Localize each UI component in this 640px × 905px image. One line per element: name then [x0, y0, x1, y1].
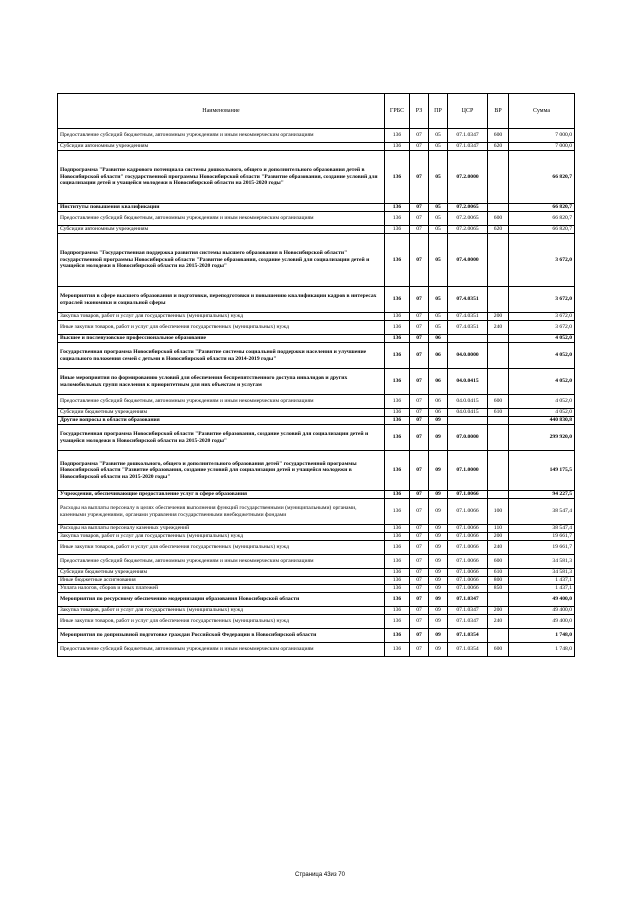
cell-sum: 38 547,4	[509, 499, 575, 525]
cell-pr: 05	[429, 212, 448, 226]
cell-rz: 07	[410, 499, 429, 525]
cell-grbs: 136	[385, 143, 410, 151]
cell-sum: 3 672,0	[509, 287, 575, 313]
cell-csr	[448, 417, 488, 425]
cell-sum: 34 581,3	[509, 555, 575, 569]
table-row	[58, 607, 575, 615]
table-row	[58, 585, 575, 593]
cell-pr: 09	[429, 555, 448, 569]
cell-rz: 07	[410, 335, 429, 343]
cell-grbs: 136	[385, 585, 410, 593]
table-row	[58, 343, 575, 369]
cell-csr: 07.2.0000	[448, 151, 488, 204]
cell-vr: 200	[488, 607, 509, 615]
cell-pr: 09	[429, 607, 448, 615]
cell-vr: 800	[488, 577, 509, 585]
cell-grbs: 136	[385, 569, 410, 577]
cell-vr: 600	[488, 212, 509, 226]
cell-sum: 49 400,0	[509, 593, 575, 607]
header-csr: ЦСР	[448, 94, 488, 129]
cell-sum: 66 820,7	[509, 151, 575, 204]
header-rz: РЗ	[410, 94, 429, 129]
cell-grbs: 136	[385, 212, 410, 226]
cell-pr: 05	[429, 313, 448, 321]
cell-vr: 610	[488, 409, 509, 417]
cell-rz: 07	[410, 321, 429, 335]
cell-grbs: 136	[385, 409, 410, 417]
cell-pr: 09	[429, 615, 448, 629]
cell-vr	[488, 491, 509, 499]
cell-rz: 07	[410, 129, 429, 143]
header-grbs: ГРБС	[385, 94, 410, 129]
cell-rz: 07	[410, 409, 429, 417]
cell-vr: 600	[488, 395, 509, 409]
cell-name: Расходы на выплаты персоналу в целях обеспечения выполнения функций государственными (муниципальными) органами, казенными учреждениями, органами управления государственными внебюджетными фондами	[58, 499, 385, 525]
cell-pr: 06	[429, 395, 448, 409]
cell-vr: 850	[488, 585, 509, 593]
cell-sum: 19 661,7	[509, 541, 575, 555]
table-row	[58, 451, 575, 491]
table-row	[58, 615, 575, 629]
cell-csr	[448, 335, 488, 343]
cell-pr: 05	[429, 234, 448, 287]
table-row	[58, 151, 575, 204]
cell-csr: 07.1.0066	[448, 541, 488, 555]
cell-vr	[488, 369, 509, 395]
cell-name: Предоставление субсидий бюджетным, автономным учреждениям и иным некоммерческим организациям	[58, 395, 385, 409]
cell-pr: 09	[429, 417, 448, 425]
cell-vr	[488, 335, 509, 343]
cell-grbs: 136	[385, 593, 410, 607]
cell-csr: 07.2.0065	[448, 226, 488, 234]
cell-name: Мероприятия в сфере высшего образования и подготовки, переподготовки и повышению квалификации кадров в интересах отраслей экономики и социальной сферы	[58, 287, 385, 313]
cell-rz: 07	[410, 343, 429, 369]
cell-name: Предоставление субсидий бюджетным, автономным учреждениям и иным некоммерческим организациям	[58, 129, 385, 143]
cell-name: Субсидии автономным учреждениям	[58, 143, 385, 151]
cell-rz: 07	[410, 143, 429, 151]
cell-name: Субсидии автономным учреждениям	[58, 226, 385, 234]
cell-grbs: 136	[385, 369, 410, 395]
cell-pr: 06	[429, 335, 448, 343]
cell-grbs: 136	[385, 577, 410, 585]
cell-csr: 07.1.0066	[448, 577, 488, 585]
table-row	[58, 395, 575, 409]
cell-grbs: 136	[385, 343, 410, 369]
cell-vr: 200	[488, 313, 509, 321]
cell-rz: 07	[410, 491, 429, 499]
table-row	[58, 577, 575, 585]
cell-grbs: 136	[385, 525, 410, 533]
cell-grbs: 136	[385, 395, 410, 409]
cell-name: Субсидии бюджетным учреждениям	[58, 409, 385, 417]
cell-csr: 07.2.0065	[448, 204, 488, 212]
cell-pr: 05	[429, 151, 448, 204]
header-name: Наименование	[58, 94, 385, 129]
cell-vr: 240	[488, 615, 509, 629]
cell-rz: 07	[410, 629, 429, 643]
cell-grbs: 136	[385, 321, 410, 335]
table-row	[58, 569, 575, 577]
header-vr: ВР	[488, 94, 509, 129]
cell-vr: 240	[488, 541, 509, 555]
cell-name: Иные мероприятия по формированию условий для обеспечения беспрепятственного доступа инвалидов и других маломобильных групп населения к приоритетным для них объектам и услугам	[58, 369, 385, 395]
cell-pr: 05	[429, 226, 448, 234]
cell-rz: 07	[410, 451, 429, 491]
cell-pr: 05	[429, 143, 448, 151]
cell-sum: 4 052,0	[509, 409, 575, 417]
cell-csr: 04.0.0415	[448, 395, 488, 409]
cell-csr: 07.1.0066	[448, 533, 488, 541]
cell-csr: 07.1.0000	[448, 451, 488, 491]
cell-csr: 07.1.0347	[448, 593, 488, 607]
cell-pr: 09	[429, 451, 448, 491]
cell-sum: 3 672,0	[509, 313, 575, 321]
cell-rz: 07	[410, 577, 429, 585]
cell-pr: 09	[429, 629, 448, 643]
cell-rz: 07	[410, 643, 429, 657]
cell-rz: 07	[410, 425, 429, 451]
header-pr: ПР	[429, 94, 448, 129]
cell-vr	[488, 593, 509, 607]
cell-rz: 07	[410, 541, 429, 555]
cell-vr	[488, 417, 509, 425]
cell-pr: 09	[429, 499, 448, 525]
cell-vr	[488, 151, 509, 204]
cell-vr: 600	[488, 555, 509, 569]
cell-vr	[488, 204, 509, 212]
cell-name: Уплата налогов, сборов и иных платежей	[58, 585, 385, 593]
cell-csr: 07.2.0065	[448, 212, 488, 226]
cell-vr: 100	[488, 499, 509, 525]
table-row	[58, 226, 575, 234]
cell-grbs: 136	[385, 234, 410, 287]
cell-sum: 1 437,1	[509, 585, 575, 593]
table-row	[58, 425, 575, 451]
cell-csr: 07.1.0066	[448, 585, 488, 593]
cell-vr	[488, 234, 509, 287]
cell-pr: 05	[429, 321, 448, 335]
cell-pr: 06	[429, 343, 448, 369]
table-row	[58, 313, 575, 321]
cell-vr	[488, 343, 509, 369]
cell-name: Государственная программа Новосибирской области "Развитие образования, создание условий для социализации детей и учащейся молодежи в Новосибирской области на 2015-2020 годы"	[58, 425, 385, 451]
cell-name: Иные закупки товаров, работ и услуг для обеспечения государственных (муниципальных) нужд	[58, 615, 385, 629]
cell-csr: 07.1.0347	[448, 607, 488, 615]
cell-name: Подпрограмма "Государственная поддержка развития системы высшего образования в Новосибирской области" государственной программы Новосибирской области "Развитие образования, создание условий для социализации детей и учащейся молодежи в Новосибирской области на 2015-2020 годы"	[58, 234, 385, 287]
cell-sum: 49 400,0	[509, 615, 575, 629]
cell-sum: 49 400,0	[509, 607, 575, 615]
cell-csr: 07.1.0066	[448, 555, 488, 569]
cell-name: Предоставление субсидий бюджетным, автономным учреждениям и иным некоммерческим организациям	[58, 555, 385, 569]
table-row	[58, 234, 575, 287]
table-row	[58, 321, 575, 335]
cell-name: Расходы на выплаты персоналу казенных учреждений	[58, 525, 385, 533]
cell-grbs: 136	[385, 287, 410, 313]
cell-csr: 07.0.0000	[448, 425, 488, 451]
cell-pr: 09	[429, 569, 448, 577]
cell-csr: 07.1.0347	[448, 129, 488, 143]
cell-vr: 610	[488, 569, 509, 577]
cell-csr: 04.0.0415	[448, 409, 488, 417]
header-sum: Сумма	[509, 94, 575, 129]
cell-rz: 07	[410, 287, 429, 313]
cell-csr: 07.1.0354	[448, 643, 488, 657]
cell-pr: 09	[429, 491, 448, 499]
cell-csr: 07.4.0351	[448, 313, 488, 321]
cell-vr	[488, 425, 509, 451]
cell-vr: 240	[488, 321, 509, 335]
cell-rz: 07	[410, 395, 429, 409]
cell-grbs: 136	[385, 615, 410, 629]
cell-pr: 05	[429, 287, 448, 313]
cell-name: Закупка товаров, работ и услуг для государственных (муниципальных) нужд	[58, 607, 385, 615]
cell-grbs: 136	[385, 533, 410, 541]
cell-name: Закупка товаров, работ и услуг для государственных (муниципальных) нужд	[58, 313, 385, 321]
cell-csr: 04.0.0000	[448, 343, 488, 369]
cell-sum: 4 052,0	[509, 369, 575, 395]
cell-grbs: 136	[385, 151, 410, 204]
cell-rz: 07	[410, 615, 429, 629]
cell-sum: 4 052,0	[509, 343, 575, 369]
cell-grbs: 136	[385, 204, 410, 212]
cell-pr: 09	[429, 593, 448, 607]
table-row	[58, 491, 575, 499]
cell-sum: 149 175,5	[509, 451, 575, 491]
cell-sum: 34 581,3	[509, 569, 575, 577]
cell-rz: 07	[410, 313, 429, 321]
cell-csr: 07.1.0066	[448, 499, 488, 525]
cell-name: Предоставление субсидий бюджетным, автономным учреждениям и иным некоммерческим организациям	[58, 212, 385, 226]
cell-grbs: 136	[385, 417, 410, 425]
cell-rz: 07	[410, 585, 429, 593]
cell-grbs: 136	[385, 499, 410, 525]
cell-rz: 07	[410, 151, 429, 204]
cell-name: Другие вопросы в области образования	[58, 417, 385, 425]
cell-sum: 94 227,5	[509, 491, 575, 499]
cell-sum: 1 437,1	[509, 577, 575, 585]
cell-csr: 07.4.0351	[448, 287, 488, 313]
table-row	[58, 409, 575, 417]
table-row	[58, 593, 575, 607]
cell-rz: 07	[410, 212, 429, 226]
page-number: Страница 43из 70	[295, 872, 345, 878]
table-row	[58, 541, 575, 555]
cell-name: Иные закупки товаров, работ и услуг для обеспечения государственных (муниципальных) нужд	[58, 541, 385, 555]
table-row	[58, 629, 575, 643]
cell-sum: 19 661,7	[509, 533, 575, 541]
cell-rz: 07	[410, 533, 429, 541]
cell-vr	[488, 451, 509, 491]
table-row	[58, 287, 575, 313]
cell-vr: 110	[488, 525, 509, 533]
cell-csr: 07.1.0354	[448, 629, 488, 643]
table-row	[58, 212, 575, 226]
table-header-row	[58, 94, 575, 129]
cell-sum: 7 000,0	[509, 129, 575, 143]
budget-table	[57, 93, 575, 657]
table-row	[58, 335, 575, 343]
cell-csr: 07.1.0066	[448, 525, 488, 533]
cell-csr: 04.0.0415	[448, 369, 488, 395]
cell-pr: 09	[429, 577, 448, 585]
cell-name: Иные бюджетные ассигнования	[58, 577, 385, 585]
table-row	[58, 643, 575, 657]
cell-pr: 09	[429, 425, 448, 451]
cell-grbs: 136	[385, 541, 410, 555]
cell-rz: 07	[410, 569, 429, 577]
cell-grbs: 136	[385, 335, 410, 343]
cell-grbs: 136	[385, 129, 410, 143]
cell-rz: 07	[410, 593, 429, 607]
table-row	[58, 369, 575, 395]
cell-vr	[488, 629, 509, 643]
cell-name: Субсидии бюджетным учреждениям	[58, 569, 385, 577]
cell-name: Подпрограмма "Развитие дошкольного, общего и дополнительного образования детей" государственной программы Новосибирской области "Развитие образования, создание условий для социализации детей и учащейся молодежи в Новосибирской области на 2015-2020 годы"	[58, 451, 385, 491]
cell-sum: 38 547,4	[509, 525, 575, 533]
cell-pr: 09	[429, 525, 448, 533]
cell-grbs: 136	[385, 643, 410, 657]
cell-grbs: 136	[385, 555, 410, 569]
cell-csr: 07.4.0351	[448, 321, 488, 335]
cell-pr: 06	[429, 409, 448, 417]
cell-name: Мероприятия по допризывной подготовке граждан Российской Федерации в Новосибирской области	[58, 629, 385, 643]
cell-rz: 07	[410, 234, 429, 287]
table-row	[58, 525, 575, 533]
cell-vr: 600	[488, 643, 509, 657]
cell-rz: 07	[410, 226, 429, 234]
cell-vr: 200	[488, 533, 509, 541]
cell-name: Государственная программа Новосибирской области "Развитие системы социальной поддержки населения и улучшение социального положения семей с детьми в Новосибирской области на 2014-2019 годы"	[58, 343, 385, 369]
cell-grbs: 136	[385, 607, 410, 615]
table-row	[58, 129, 575, 143]
cell-grbs: 136	[385, 425, 410, 451]
cell-grbs: 136	[385, 491, 410, 499]
cell-sum: 66 820,7	[509, 212, 575, 226]
cell-sum: 440 830,8	[509, 417, 575, 425]
table-body	[58, 129, 575, 657]
table-row	[58, 555, 575, 569]
cell-sum: 1 748,0	[509, 643, 575, 657]
cell-pr: 06	[429, 369, 448, 395]
cell-rz: 07	[410, 417, 429, 425]
cell-sum: 7 000,0	[509, 143, 575, 151]
cell-rz: 07	[410, 204, 429, 212]
cell-grbs: 136	[385, 629, 410, 643]
cell-name: Иные закупки товаров, работ и услуг для обеспечения государственных (муниципальных) нужд	[58, 321, 385, 335]
cell-sum: 4 052,0	[509, 335, 575, 343]
cell-sum: 1 748,0	[509, 629, 575, 643]
cell-vr	[488, 287, 509, 313]
cell-vr: 600	[488, 129, 509, 143]
cell-csr: 07.1.0347	[448, 143, 488, 151]
cell-csr: 07.4.0000	[448, 234, 488, 287]
cell-rz: 07	[410, 607, 429, 615]
cell-name: Мероприятия по ресурсному обеспечению модернизации образования Новосибирской области	[58, 593, 385, 607]
cell-name: Закупка товаров, работ и услуг для государственных (муниципальных) нужд	[58, 533, 385, 541]
cell-csr: 07.1.0066	[448, 491, 488, 499]
cell-pr: 09	[429, 533, 448, 541]
cell-name: Учреждения, обеспечивающие предоставление услуг в сфере образования	[58, 491, 385, 499]
cell-csr: 07.1.0066	[448, 569, 488, 577]
cell-pr: 05	[429, 204, 448, 212]
cell-name: Предоставление субсидий бюджетным, автономным учреждениям и иным некоммерческим организациям	[58, 643, 385, 657]
cell-name: Институты повышения квалификации	[58, 204, 385, 212]
table-row	[58, 499, 575, 525]
cell-sum: 4 052,0	[509, 395, 575, 409]
cell-name: Подпрограмма "Развитие кадрового потенциала системы дошкольного, общего и дополнительного образования детей в Новосибирской области" государственной программы Новосибирской области "Развитие образования, создание условий для социализации детей и учащейся молодежи в Новосибирской области на 2015-2020 годы"	[58, 151, 385, 204]
cell-pr: 05	[429, 129, 448, 143]
cell-sum: 3 672,0	[509, 234, 575, 287]
cell-pr: 09	[429, 643, 448, 657]
cell-name: Высшее и послевузовское профессиональное образование	[58, 335, 385, 343]
cell-grbs: 136	[385, 313, 410, 321]
table-row	[58, 204, 575, 212]
cell-vr: 620	[488, 143, 509, 151]
cell-pr: 09	[429, 541, 448, 555]
cell-csr: 07.1.0347	[448, 615, 488, 629]
cell-sum: 66 820,7	[509, 204, 575, 212]
cell-rz: 07	[410, 525, 429, 533]
cell-rz: 07	[410, 555, 429, 569]
cell-grbs: 136	[385, 451, 410, 491]
table-row	[58, 533, 575, 541]
cell-vr: 620	[488, 226, 509, 234]
cell-sum: 66 820,7	[509, 226, 575, 234]
cell-grbs: 136	[385, 226, 410, 234]
table-row	[58, 417, 575, 425]
cell-pr: 09	[429, 585, 448, 593]
cell-rz: 07	[410, 369, 429, 395]
table-row	[58, 143, 575, 151]
cell-sum: 3 672,0	[509, 321, 575, 335]
cell-sum: 299 920,0	[509, 425, 575, 451]
